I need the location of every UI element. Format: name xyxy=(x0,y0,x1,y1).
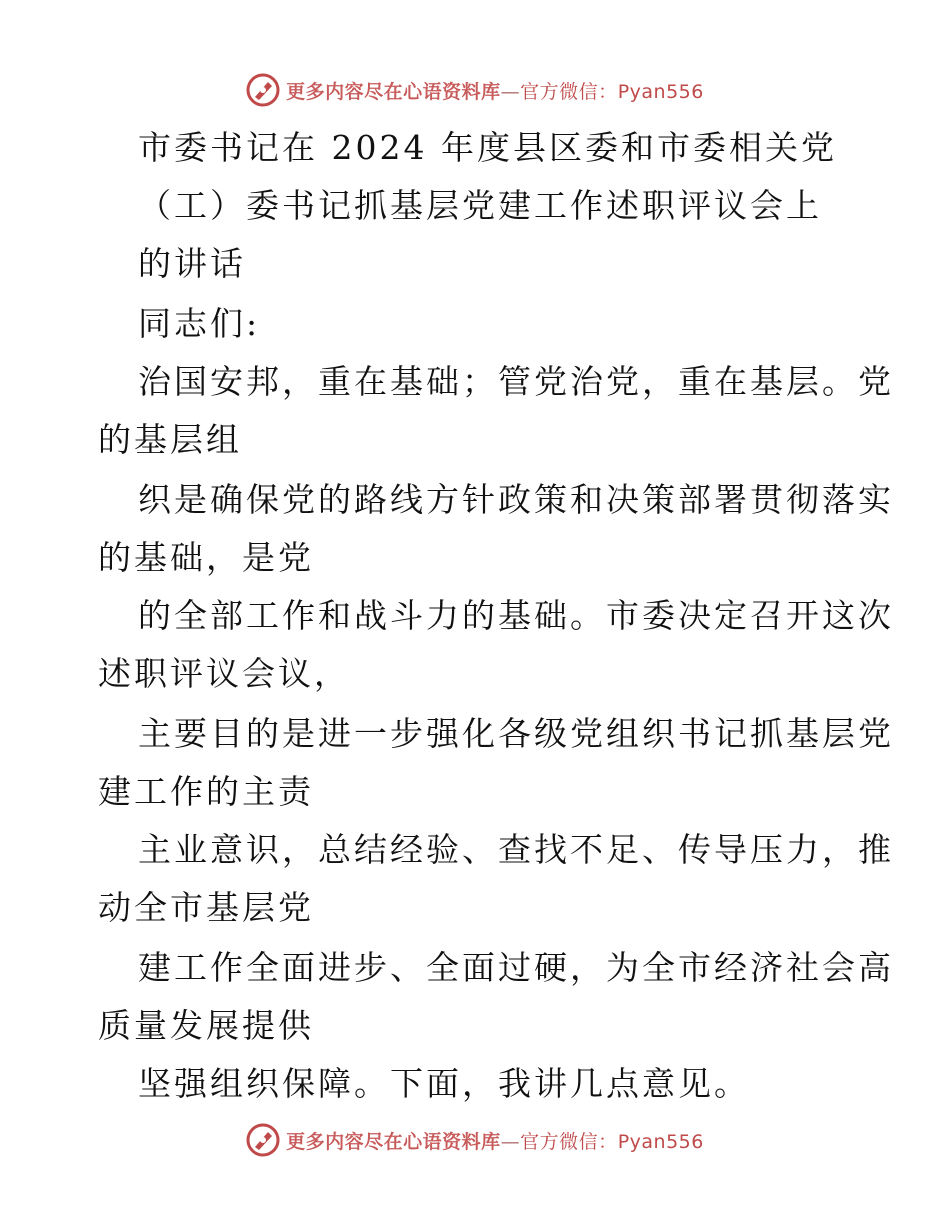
body-line-9: 主业意识，总结经验、查找不足、传导压力，推 xyxy=(138,830,894,869)
body-line-6: 述职评议会议， xyxy=(98,654,350,693)
watermark-text: 更多内容尽在心语资料库—官方微信：Pyan556 xyxy=(286,1130,704,1153)
title-line-1: 市委书记在 2024 年度县区委和市委相关党 xyxy=(138,128,837,167)
pen-logo-icon xyxy=(246,73,280,107)
body-line-11: 建工作全面进步、全面过硬，为全市经济社会高 xyxy=(138,948,894,987)
body-line-1: 治国安邦，重在基础；管党治党，重在基层。党 xyxy=(138,362,894,401)
watermark-text: 更多内容尽在心语资料库—官方微信：Pyan556 xyxy=(286,80,704,103)
body-line-4: 的基础，是党 xyxy=(98,538,314,577)
body-line-12: 质量发展提供 xyxy=(98,1006,314,1045)
body-line-10: 动全市基层党 xyxy=(98,888,314,927)
header-watermark xyxy=(0,70,950,110)
footer-watermark xyxy=(0,1120,950,1160)
body-line-7: 主要目的是进一步强化各级党组织书记抓基层党 xyxy=(138,714,894,753)
body-line-13: 坚强组织保障。下面，我讲几点意见。 xyxy=(138,1064,750,1103)
body-line-5: 的全部工作和战斗力的基础。市委决定召开这次 xyxy=(138,596,894,635)
body-line-8: 建工作的主责 xyxy=(98,772,314,811)
title-line-2: （工）委书记抓基层党建工作述职评议会上 xyxy=(138,186,822,225)
body-line-3: 织是确保党的路线方针政策和决策部署贯彻落实 xyxy=(138,480,894,519)
body-line-2: 的基层组 xyxy=(98,420,242,459)
title-line-3: 的讲话 xyxy=(138,244,246,283)
salutation: 同志们: xyxy=(138,304,261,343)
pen-logo-icon xyxy=(246,1123,280,1157)
